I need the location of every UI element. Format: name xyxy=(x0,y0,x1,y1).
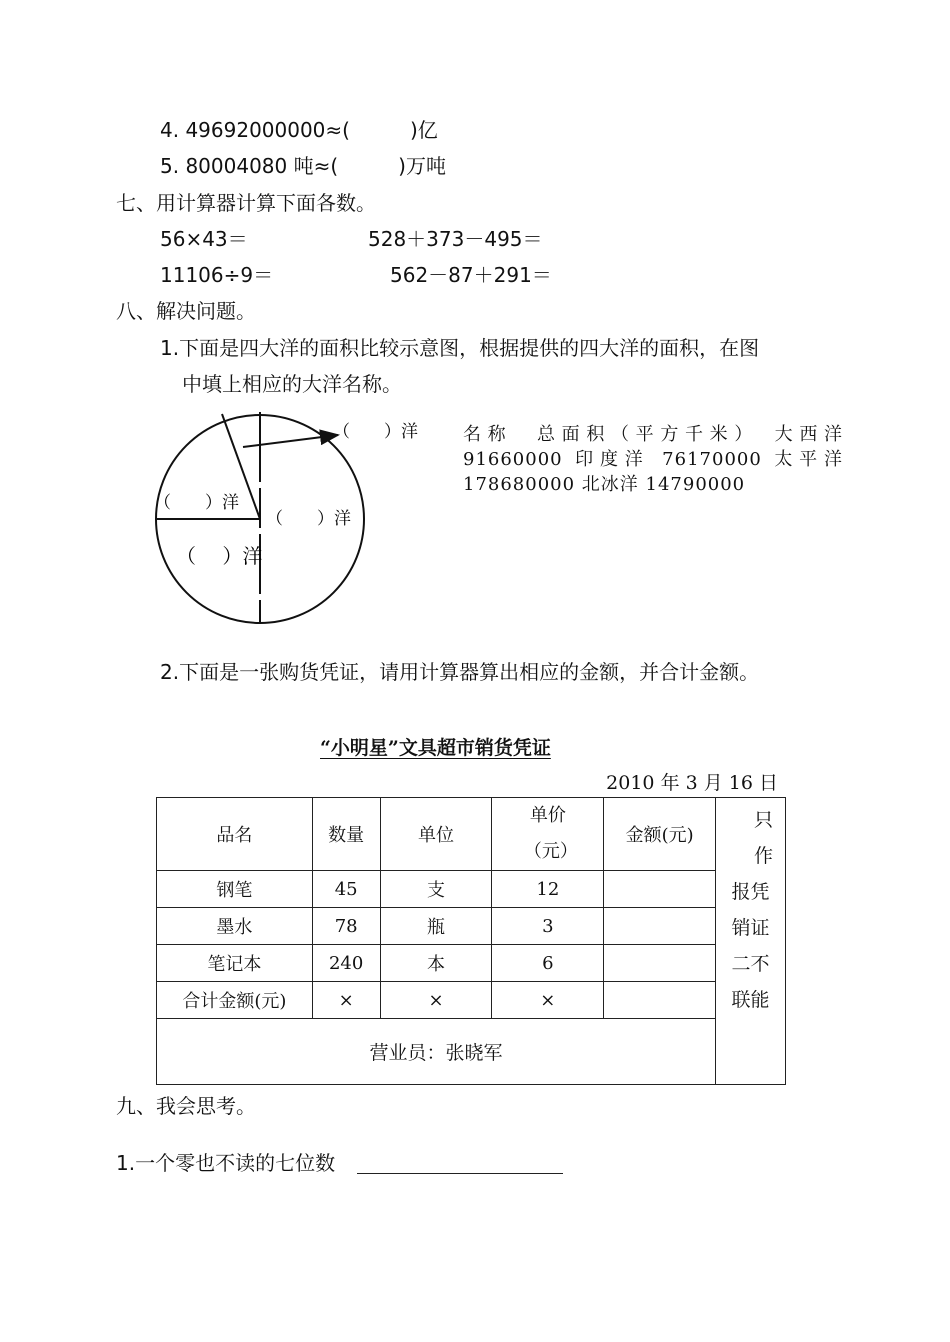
calc-item-2: 528＋373－495＝ xyxy=(368,227,543,251)
ocean-area-legend: 名称 总面积（平方千米） 大西洋 91660000 印度洋 76170000 太平洋 178680000 北冰洋 14790000 xyxy=(463,424,843,495)
header-amount: 金额(元) xyxy=(604,798,716,871)
sales-voucher-table xyxy=(156,797,786,1085)
header-quantity: 数量 xyxy=(312,798,380,871)
receipt-title: “小明星”文具超市销货凭证 xyxy=(320,737,551,759)
ocean-area-diagram xyxy=(140,400,460,630)
calc-item-4: 562－87＋291＝ xyxy=(390,263,552,287)
cell-total-amount[interactable] xyxy=(604,982,716,1019)
cell-unit: 本 xyxy=(380,945,492,982)
problem-2-text: 2.下面是一张购货凭证，请用计算器算出相应的金额，并合计金额。 xyxy=(160,660,760,684)
table-row xyxy=(157,871,786,908)
ocean-label-right: （ ）洋 xyxy=(266,509,351,529)
cell-amount[interactable] xyxy=(604,945,716,982)
question-5: 5. 80004080 吨≈( )万吨 xyxy=(160,154,446,178)
cell-unit-price: 12 xyxy=(492,871,604,908)
table-row xyxy=(157,945,786,982)
cell-quantity: 45 xyxy=(312,871,380,908)
cell-quantity: 78 xyxy=(312,908,380,945)
side-note xyxy=(716,798,786,1085)
table-header-row xyxy=(157,798,786,871)
cell-cross: × xyxy=(312,982,380,1019)
header-unit: 单位 xyxy=(380,798,492,871)
header-unit-price xyxy=(492,798,604,871)
section-7-heading: 七、用计算器计算下面各数。 xyxy=(116,191,376,215)
problem-1-line-1: 1.下面是四大洋的面积比较示意图，根据提供的四大洋的面积，在图 xyxy=(160,336,760,360)
problem-1-line-2: 中填上相应的大洋名称。 xyxy=(182,372,402,396)
calc-item-3: 11106÷9＝ xyxy=(160,263,274,287)
cell-item-name: 墨水 xyxy=(157,908,313,945)
side-note-line: 报凭 xyxy=(731,881,770,903)
answer-blank-line[interactable] xyxy=(357,1173,563,1174)
side-note-line: 作 xyxy=(753,845,773,867)
cell-total-label: 合计金额(元) xyxy=(157,982,313,1019)
table-clerk-row xyxy=(157,1019,786,1085)
cell-quantity: 240 xyxy=(312,945,380,982)
ocean-label-top: （ ）洋 xyxy=(333,422,418,442)
cell-clerk: 营业员：张晓军 xyxy=(157,1019,716,1085)
cell-amount[interactable] xyxy=(604,871,716,908)
cell-unit: 瓶 xyxy=(380,908,492,945)
cell-item-name: 钢笔 xyxy=(157,871,313,908)
cell-unit: 支 xyxy=(380,871,492,908)
cell-cross: × xyxy=(380,982,492,1019)
header-item-name: 品名 xyxy=(157,798,313,871)
table-total-row xyxy=(157,982,786,1019)
side-note-line: 销证 xyxy=(731,917,770,939)
cell-unit-price: 3 xyxy=(492,908,604,945)
receipt-date: 2010 年 3 月 16 日 xyxy=(606,772,778,794)
cell-amount[interactable] xyxy=(604,908,716,945)
header-unit-price-label: 单价（元） xyxy=(523,805,578,862)
ocean-label-left: （ ）洋 xyxy=(154,493,239,513)
calc-item-1: 56×43＝ xyxy=(160,227,248,251)
table-row xyxy=(157,908,786,945)
pointer-arrow xyxy=(243,435,338,447)
cell-unit-price: 6 xyxy=(492,945,604,982)
side-note-line: 联能 xyxy=(731,989,770,1011)
section-8-heading: 八、解决问题。 xyxy=(116,299,256,323)
ocean-label-bottom: （ ）洋 xyxy=(176,544,263,568)
question-4: 4. 49692000000≈( )亿 xyxy=(160,118,438,142)
think-question-1: 1.一个零也不读的七位数 xyxy=(116,1151,336,1175)
side-note-line: 只 xyxy=(753,809,773,831)
side-note-line: 二不 xyxy=(731,953,770,975)
cell-item-name: 笔记本 xyxy=(157,945,313,982)
section-9-heading: 九、我会思考。 xyxy=(116,1094,256,1118)
cell-cross: × xyxy=(492,982,604,1019)
